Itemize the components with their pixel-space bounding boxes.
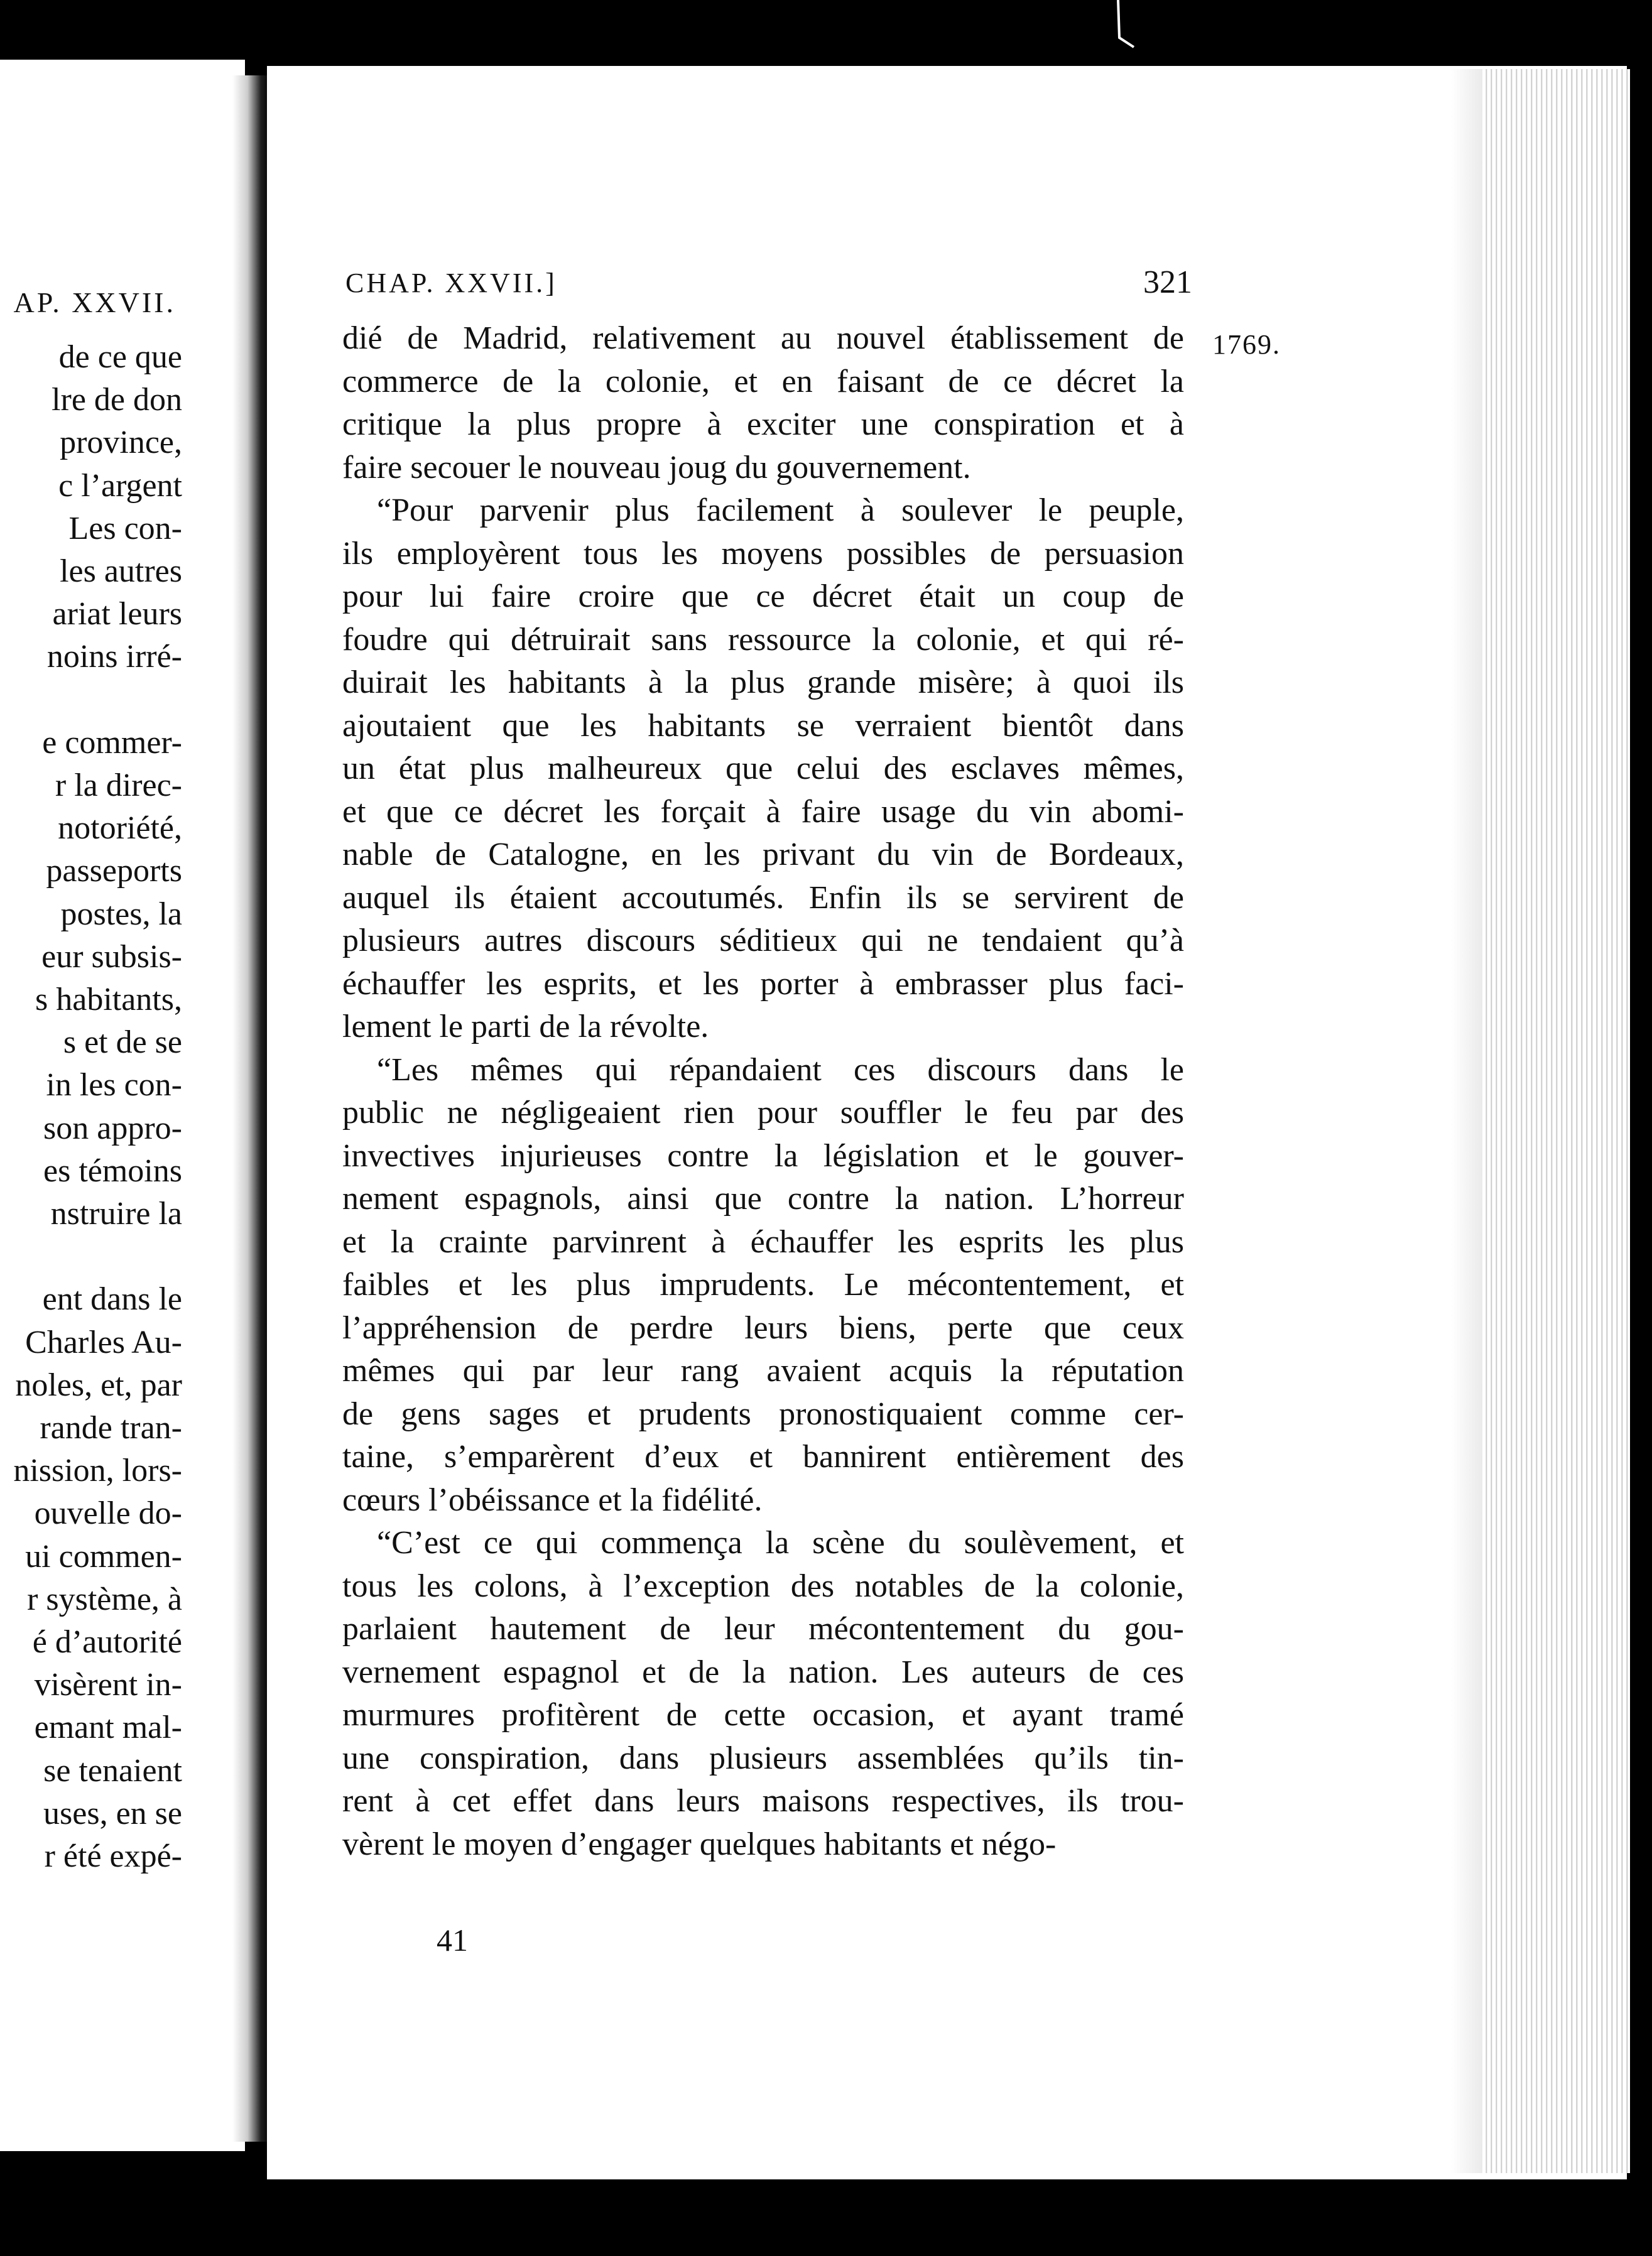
left-page-line: r la direc- [55, 767, 182, 803]
left-page-line: province, [60, 425, 182, 461]
text-line: rent à cet effet dans leurs maisons respectives, ils trou- [342, 1783, 1184, 1819]
left-page-line: r été expé- [44, 1838, 182, 1874]
left-page-line: c l’argent [58, 467, 182, 504]
left-page-line: notoriété, [58, 810, 182, 847]
text-line: vernement espagnol et de la nation. Les auteurs de ces [342, 1654, 1184, 1690]
left-page-line: se tenaient [43, 1752, 182, 1789]
text-line: échauffer les esprits, et les porter à embrasser plus faci- [342, 965, 1184, 1002]
text-line: ils employèrent tous les moyens possibles de persuasion [342, 535, 1184, 572]
text-line: vèrent le moyen d’engager quelques habitants et négo- [342, 1826, 1057, 1862]
left-page-line: é d’autorité [32, 1624, 182, 1660]
left-page-line: ui commen- [25, 1538, 182, 1575]
text-line: “Les mêmes qui répandaient ces discours dans le [377, 1051, 1184, 1088]
text-line: cœurs l’obéissance et la fidélité. [342, 1482, 763, 1518]
left-page-line: ariat leurs [52, 596, 182, 632]
left-page-line: noles, et, par [15, 1367, 182, 1403]
left-page-line: lre de don [52, 382, 182, 418]
text-line: invectives injurieuses contre la législation et le gouver- [342, 1137, 1184, 1174]
text-line: faire secouer le nouveau joug du gouvernement. [342, 449, 971, 485]
left-page-line: visèrent in- [34, 1667, 182, 1703]
text-line: “Pour parvenir plus facilement à soulever le peuple, [377, 492, 1184, 528]
margin-year: 1769. [1212, 329, 1281, 360]
left-page-line: Les con- [68, 510, 182, 546]
book-page-edges [1482, 69, 1630, 2173]
left-page-line: r système, à [27, 1581, 182, 1617]
signature-mark: 41 [437, 1922, 468, 1958]
left-page-line: s et de se [63, 1024, 182, 1061]
text-line: duirait les habitants à la plus grande misère; à quoi ils [342, 664, 1184, 700]
text-line: une conspiration, dans plusieurs assemblées qu’ils tin- [342, 1740, 1184, 1776]
text-line: auquel ils étaient accoutumés. Enfin ils se servirent de [342, 879, 1184, 916]
text-line: plusieurs autres discours séditieux qui ne tendaient qu’à [342, 923, 1184, 958]
text-line: ajoutaient que les habitants se verraient bientôt dans [342, 707, 1184, 744]
text-line: pour lui faire croire que ce décret était un coup de [342, 578, 1184, 614]
left-page-line: postes, la [60, 896, 182, 932]
left-page-line: noins irré- [46, 639, 182, 675]
left-page-line: ent dans le [42, 1281, 182, 1318]
text-line: et la crainte parvinrent à échauffer les esprits les plus [342, 1223, 1184, 1260]
text-line: critique la plus propre à exciter une conspiration et à [342, 406, 1184, 442]
left-page-line: passeports [46, 853, 182, 889]
left-page-line: rande tran- [40, 1410, 182, 1446]
left-page-line: eur subsis- [41, 938, 182, 975]
text-line: mêmes qui par leur rang avaient acquis la réputation [342, 1353, 1184, 1389]
text-line: murmures profitèrent de cette occasion, et ayant tramé [342, 1697, 1184, 1733]
text-line: faibles et les plus imprudents. Le mécontentement, et [342, 1267, 1184, 1303]
left-page-line: de ce que [58, 339, 182, 375]
text-line: public ne négligeaient rien pour souffler le feu par des [342, 1095, 1184, 1131]
text-line: et que ce décret les forçait à faire usage du vin abomi- [342, 793, 1184, 830]
text-line: l’appréhension de perdre leurs biens, perte que ceux [342, 1310, 1184, 1346]
left-page-line: Charles Au- [25, 1324, 182, 1360]
text-line: nable de Catalogne, en les privant du vin de Bordeaux, [342, 837, 1184, 872]
left-page-line: s habitants, [35, 982, 182, 1017]
scan-mark [1112, 0, 1137, 50]
left-page [0, 60, 245, 2151]
text-line: tous les colons, à l’exception des notables de la colonie, [342, 1568, 1184, 1604]
page-number: 321 [1143, 264, 1192, 300]
text-line: foudre qui détruirait sans ressource la colonie, et qui ré- [342, 621, 1184, 658]
left-page-line: les autres [60, 553, 182, 589]
text-line: parlaient hautement de leur mécontentement du gou- [342, 1611, 1184, 1647]
left-page-line: in les con- [46, 1067, 182, 1104]
text-line: “C’est ce qui commença la scène du soulèvement, et [377, 1525, 1184, 1561]
text-line: de gens sages et prudents pronostiquaient comme cer- [342, 1396, 1184, 1432]
body-text [342, 317, 1184, 1866]
left-page-line: es témoins [43, 1152, 182, 1189]
text-line: un état plus malheureux que celui des esclaves mêmes, [342, 751, 1184, 786]
running-head: CHAP. XXVII.] [345, 268, 557, 298]
text-line: taine, s’emparèrent d’eux et bannirent entièrement des [342, 1439, 1184, 1475]
left-page-line: son appro- [43, 1110, 182, 1146]
text-line: dié de Madrid, relativement au nouvel établissement de [342, 320, 1184, 356]
book-gutter [232, 75, 270, 2142]
left-page-line: ouvelle do- [34, 1495, 182, 1532]
left-page-header: AP. XXVII. [13, 286, 176, 318]
text-line: nement espagnols, ainsi que contre la nation. L’horreur [342, 1181, 1184, 1217]
right-page [267, 66, 1627, 2179]
text-line: commerce de la colonie, et en faisant de ce décret la [342, 363, 1184, 399]
left-page-line: uses, en se [43, 1795, 182, 1831]
left-page-line: e commer- [42, 724, 182, 761]
text-line: lement le parti de la révolte. [342, 1009, 709, 1044]
left-page-line: nstruire la [50, 1196, 182, 1232]
left-page-line: nission, lors- [13, 1453, 182, 1489]
left-page-line: emant mal- [34, 1710, 182, 1746]
